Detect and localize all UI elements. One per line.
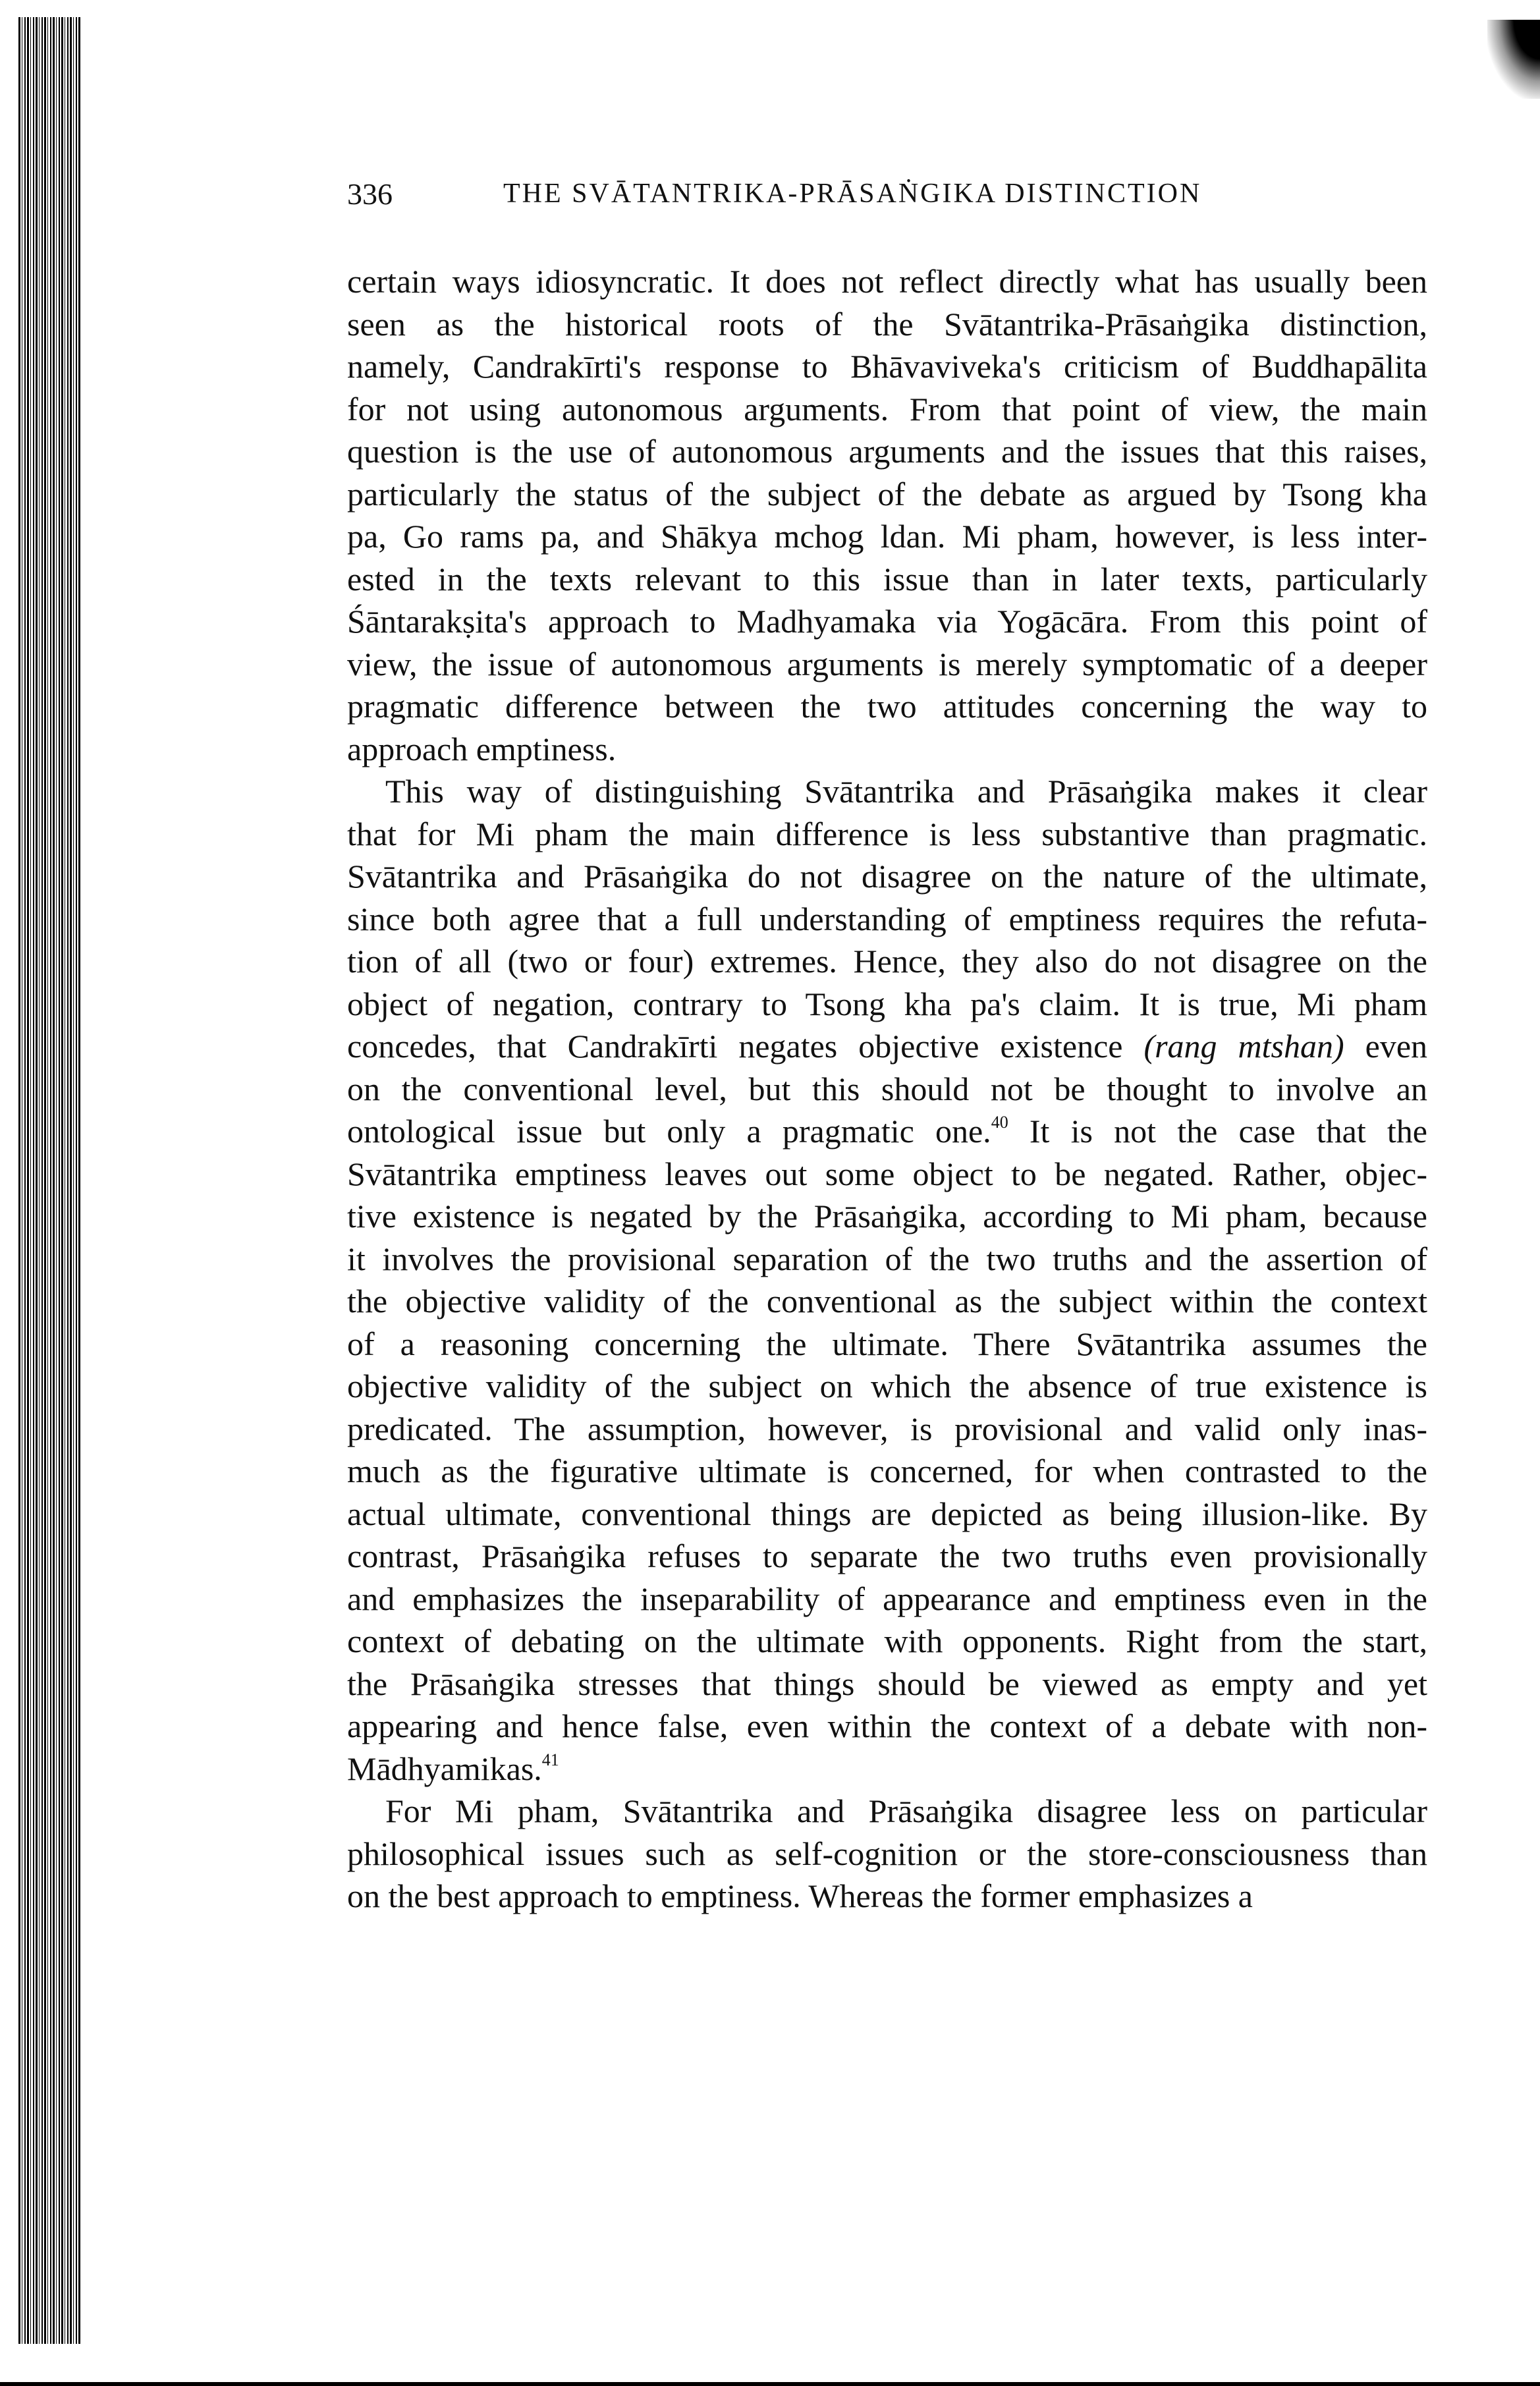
text-line: appearing and hence false, even within the context of a debate with non- <box>347 1707 1427 1744</box>
text-line: particularly the status of the subject of the debate as argued by Tsong kha <box>347 475 1427 513</box>
footnote-marker[interactable]: 40 <box>991 1113 1008 1132</box>
text-line: approach emptiness. <box>347 730 617 767</box>
text-line: objective validity of the subject on which the absence of true existence is <box>347 1368 1427 1404</box>
text-line: view, the issue of autonomous arguments is merely symptomatic of a deeper <box>347 645 1427 682</box>
text-line: on the conventional level, but this should not be thought to involve an <box>347 1070 1427 1107</box>
text-line: context of debating on the ultimate with opponents. Right from the start, <box>347 1623 1427 1659</box>
running-head: THE SVĀTANTRIKA-PRĀSAṄGIKA DISTINCTION <box>503 179 1202 209</box>
scanned-binding-edge <box>18 17 82 2344</box>
text-line: Mādhyamikas.$^{41}$ <box>347 1750 559 1787</box>
text-line: pa, Go rams pa, and Shākya mchog ldan. Mi pham, however, is less inter- <box>347 518 1427 555</box>
scan-corner-shadow <box>1487 20 1540 99</box>
text-line: This way of distinguishing Svātantrika and Prāsaṅgika makes it clear <box>385 773 1427 810</box>
text-line: Svātantrika emptiness leaves out some object to be negated. Rather, objec- <box>347 1155 1427 1192</box>
body-text <box>347 260 1427 1918</box>
text-line: the objective validity of the conventional as the subject within the context <box>347 1283 1427 1319</box>
text-line: on the best approach to emptiness. Whereas the former emphasizes a <box>347 1877 1253 1914</box>
text-line: For Mi pham, Svātantrika and Prāsaṅgika disagree less on particular <box>385 1792 1427 1829</box>
text-line: of a reasoning concerning the ultimate. There Svātantrika assumes the <box>347 1325 1427 1362</box>
text-line: it involves the provisional separation of the two truths and the assertion of <box>347 1240 1427 1277</box>
footnote-marker[interactable]: 41 <box>541 1750 559 1769</box>
text-line: Svātantrika and Prāsaṅgika do not disagree on the nature of the ultimate, <box>347 858 1427 895</box>
text-line: since both agree that a full understanding of emptiness requires the refuta- <box>347 900 1427 937</box>
text-line: actual ultimate, conventional things are depicted as being illusion-like. By <box>347 1495 1427 1532</box>
text-line: predicated. The assumption, however, is provisional and valid only inas- <box>347 1410 1427 1447</box>
text-line: much as the figurative ultimate is concerned, for when contrasted to the <box>347 1453 1427 1489</box>
text-line: question is the use of autonomous arguments and the issues that this raises, <box>347 433 1427 470</box>
italic-term: (rang mtshan) <box>1143 1028 1344 1065</box>
paragraph <box>347 260 1427 770</box>
text-line: pragmatic difference between the two attitudes concerning the way to <box>347 688 1427 725</box>
text-line: tion of all (two or four) extremes. Hence, they also do not disagree on the <box>347 943 1427 980</box>
text-line: contrast, Prāsaṅgika refuses to separate the two truths even provisionally <box>347 1538 1427 1574</box>
page-number: 336 <box>347 177 393 211</box>
text-line: certain ways idiosyncratic. It does not reflect directly what has usually been <box>347 263 1427 300</box>
text-line: the Prāsaṅgika stresses that things should be viewed as empty and yet <box>347 1665 1427 1702</box>
text-line: namely, Candrakīrti's response to Bhāvaviveka's criticism of Buddhapālita <box>347 348 1427 385</box>
text-line: ested in the texts relevant to this issue than in later texts, particularly <box>347 560 1427 597</box>
text-line: concedes, that Candrakīrti negates objective existence (rang mtshan) even <box>347 1028 1428 1065</box>
text-line: philosophical issues such as self-cognition or the store-consciousness than <box>347 1835 1427 1872</box>
text-line: seen as the historical roots of the Svātantrika-Prāsaṅgika distinction, <box>347 305 1427 343</box>
paragraph <box>347 1790 1427 1918</box>
text-line: object of negation, contrary to Tsong kha pa's claim. It is true, Mi pham <box>347 985 1427 1022</box>
text-line: Śāntarakṣita's approach to Madhyamaka via Yogācāra. From this point of <box>347 603 1427 640</box>
text-line: and emphasizes the inseparability of appearance and emptiness even in the <box>347 1580 1427 1617</box>
paragraph <box>347 770 1427 1790</box>
text-line: ontological issue but only a pragmatic one.$^{40}$ It is not the case that the <box>347 1113 1427 1150</box>
page-header <box>347 177 1427 216</box>
scan-bottom-edge <box>0 2382 1540 2386</box>
text-line: for not using autonomous arguments. From that point of view, the main <box>347 390 1427 428</box>
text-line: that for Mi pham the main difference is less substantive than pragmatic. <box>347 815 1427 852</box>
text-line: tive existence is negated by the Prāsaṅgika, according to Mi pham, because <box>347 1198 1427 1235</box>
